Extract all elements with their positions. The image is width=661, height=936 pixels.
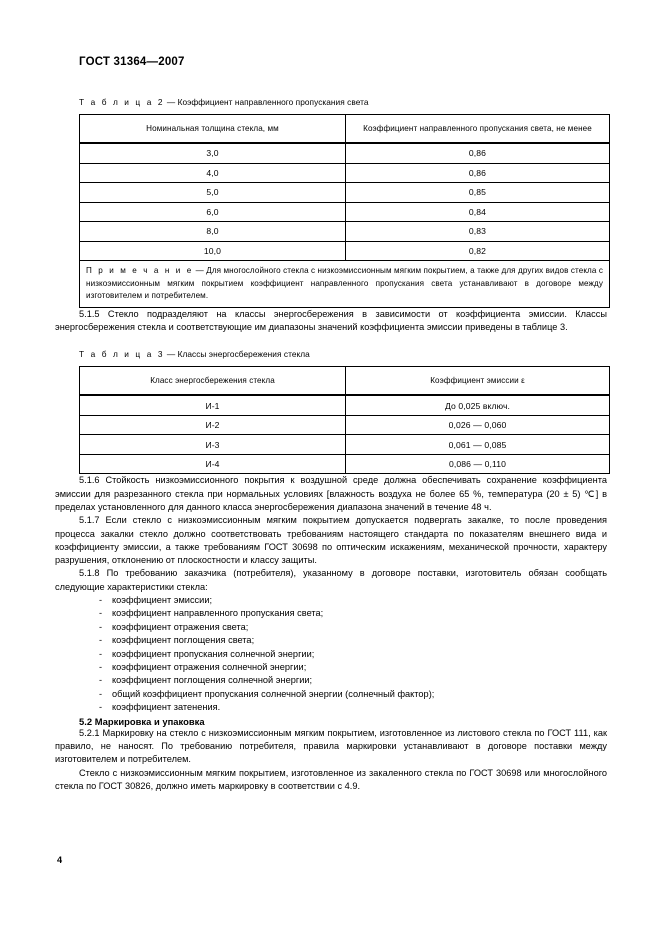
table2-caption-text: — Коэффициент направленного пропускания света — [164, 97, 369, 107]
table2-cell-thickness: 6,0 — [80, 202, 346, 222]
dash-marker: - — [99, 635, 103, 646]
table2-caption — [55, 97, 607, 107]
list-item — [55, 661, 607, 674]
table2-cell-value: 0,84 — [346, 202, 610, 222]
clause-5-2-1: 5.2.1 Маркировку на стекло с низкоэмиссионным мягким покрытием, изготовленное из листового стекла по ГОСТ 111, как правило, не наносят. По требованию потребителя, правила маркировки устанавливают в договоре поставки между изготовителем и потребителем. — [55, 727, 607, 765]
table2-cell-thickness: 3,0 — [80, 143, 346, 163]
list-item-label: общий коэффициент пропускания солнечной энергии (солнечный фактор); — [112, 688, 435, 699]
table2-note-text: — Для многослойного стекла с низкоэмиссионным мягким покрытием, а также для других видов стекла с низкоэмиссионным мягким покрытием коэффициент направленного пропускания света устанавливают в договоре между изготовителем и потребителем. — [86, 266, 603, 301]
table3-cell-class: И-3 — [80, 435, 346, 455]
table-row — [80, 222, 610, 242]
table3-cell-class: И-2 — [80, 415, 346, 435]
table3-header-emissivity: Коэффициент эмиссии ε — [346, 367, 610, 396]
table3 — [79, 366, 610, 474]
table2-note — [80, 261, 610, 308]
list-item — [55, 688, 607, 701]
dash-marker: - — [99, 621, 103, 632]
table3-cell-class: И-1 — [80, 395, 346, 415]
table3-header-class: Класс энергосбережения стекла — [80, 367, 346, 396]
table2-cell-value: 0,86 — [346, 143, 610, 163]
table2-cell-value: 0,83 — [346, 222, 610, 242]
clause-5-2-1-continued: Стекло с низкоэмиссионным мягким покрытием, изготовленное из закаленного стекла по ГОСТ 30698 или многослойного стекла по ГОСТ 30826, должно иметь маркировку в соответствии с 4.9. — [55, 767, 607, 791]
table2-header-transmittance: Коэффициент направленного пропускания света, не менее — [346, 115, 610, 144]
table-row — [80, 241, 610, 261]
table2-cell-thickness: 5,0 — [80, 183, 346, 203]
table-row — [80, 183, 610, 203]
table3-cell-range: 0,086 — 0,110 — [346, 454, 610, 474]
list-item-label: коэффициент поглощения света; — [112, 635, 255, 646]
running-head: ГОСТ 31364—2007 — [79, 56, 185, 68]
table2-cell-value: 0,85 — [346, 183, 610, 203]
clause-5-1-6: 5.1.6 Стойкость низкоэмиссионного покрытия к воздушной среде должна обеспечивать сохранение коэффициента эмиссии для разрезанного стекла при нормальных условиях [влажность воздуха не более 65 %, температура (20 ± 5) ℃] в пределах установленного для данного класса энергосбережения диапазона значений в течение 48 ч. — [55, 475, 607, 512]
list-item — [55, 594, 607, 607]
table-row — [80, 202, 610, 222]
list-item-label: коэффициент отражения света; — [112, 621, 249, 632]
dash-marker: - — [99, 675, 103, 686]
table3-cell-class: И-4 — [80, 454, 346, 474]
list-item — [55, 621, 607, 634]
dash-marker: - — [99, 608, 103, 619]
table3-caption — [55, 349, 607, 359]
dash-marker: - — [99, 595, 103, 606]
list-item-label: коэффициент отражения солнечной энергии; — [112, 662, 307, 673]
list-item-label: коэффициент пропускания солнечной энергии; — [112, 648, 315, 659]
table3-header-row — [80, 367, 610, 396]
clause-5-1-5: 5.1.5 Стекло подразделяют на классы энергосбережения в зависимости от коэффициента эмиссии. Классы энергосбережения стекла и соответствующие им диапазоны значений коэффициента эмиссии приведены в таблице 3. — [55, 308, 607, 333]
table3-caption-label: Т а б л и ц а 3 — [79, 349, 165, 360]
table2-caption-label: Т а б л и ц а 2 — [79, 97, 165, 107]
table2-note-row — [80, 261, 610, 308]
list-item-label: коэффициент поглощения солнечной энергии; — [112, 675, 313, 686]
table-row — [80, 143, 610, 163]
list-item — [55, 674, 607, 687]
clause-5-1-8: 5.1.8 По требованию заказчика (потребителя), указанному в договоре поставки, изготовитель обязан сообщать следующие характеристики стекла: — [55, 568, 607, 592]
table2-header-row — [80, 115, 610, 144]
list-item-label: коэффициент эмиссии; — [112, 595, 213, 606]
table2-note-label: П р и м е ч а н и е — [86, 266, 194, 275]
table2-cell-thickness: 4,0 — [80, 163, 346, 183]
table2-cell-thickness: 8,0 — [80, 222, 346, 242]
list-item — [55, 701, 607, 714]
table-row — [80, 454, 610, 474]
table3-cell-range: 0,026 — 0,060 — [346, 415, 610, 435]
list-item — [55, 607, 607, 620]
table-row — [80, 395, 610, 415]
table-row — [80, 415, 610, 435]
dash-marker: - — [99, 648, 103, 659]
table-row — [80, 435, 610, 455]
dash-marker: - — [99, 662, 103, 673]
list-item — [55, 634, 607, 647]
table2-cell-value: 0,86 — [346, 163, 610, 183]
table-row — [80, 163, 610, 183]
table3-cell-range: 0,061 — 0,085 — [346, 435, 610, 455]
table2-cell-value: 0,82 — [346, 241, 610, 261]
list-item-label: коэффициент направленного пропускания света; — [112, 608, 324, 619]
table3-cell-range: До 0,025 включ. — [346, 395, 610, 415]
section-heading-5-2: 5.2 Маркировка и упаковка — [79, 715, 205, 727]
dash-marker: - — [99, 688, 103, 699]
table3-caption-text: — Классы энергосбережения стекла — [164, 349, 310, 360]
table2-cell-thickness: 10,0 — [80, 241, 346, 261]
dash-marker: - — [99, 702, 103, 713]
list-item-label: коэффициент затенения. — [112, 702, 221, 713]
table2 — [79, 114, 610, 308]
page-content — [55, 56, 607, 793]
list-item — [55, 648, 607, 661]
characteristics-list — [55, 594, 607, 715]
page-number: 4 — [57, 855, 63, 865]
table2-header-thickness: Номинальная толщина стекла, мм — [80, 115, 346, 144]
clause-5-1-7: 5.1.7 Если стекло с низкоэмиссионным мягким покрытием допускается подвергать закалке, то после проведения процесса закалки стекло должно соответствовать требованиям настоящего стандарта по показателям внешнего вида и коэффициенту эмиссии, а также требованиям ГОСТ 30698 по оптическим искажениям, механической прочности, характеру разрушения, отклонению от плоскостности и классу защиты. — [55, 515, 607, 566]
